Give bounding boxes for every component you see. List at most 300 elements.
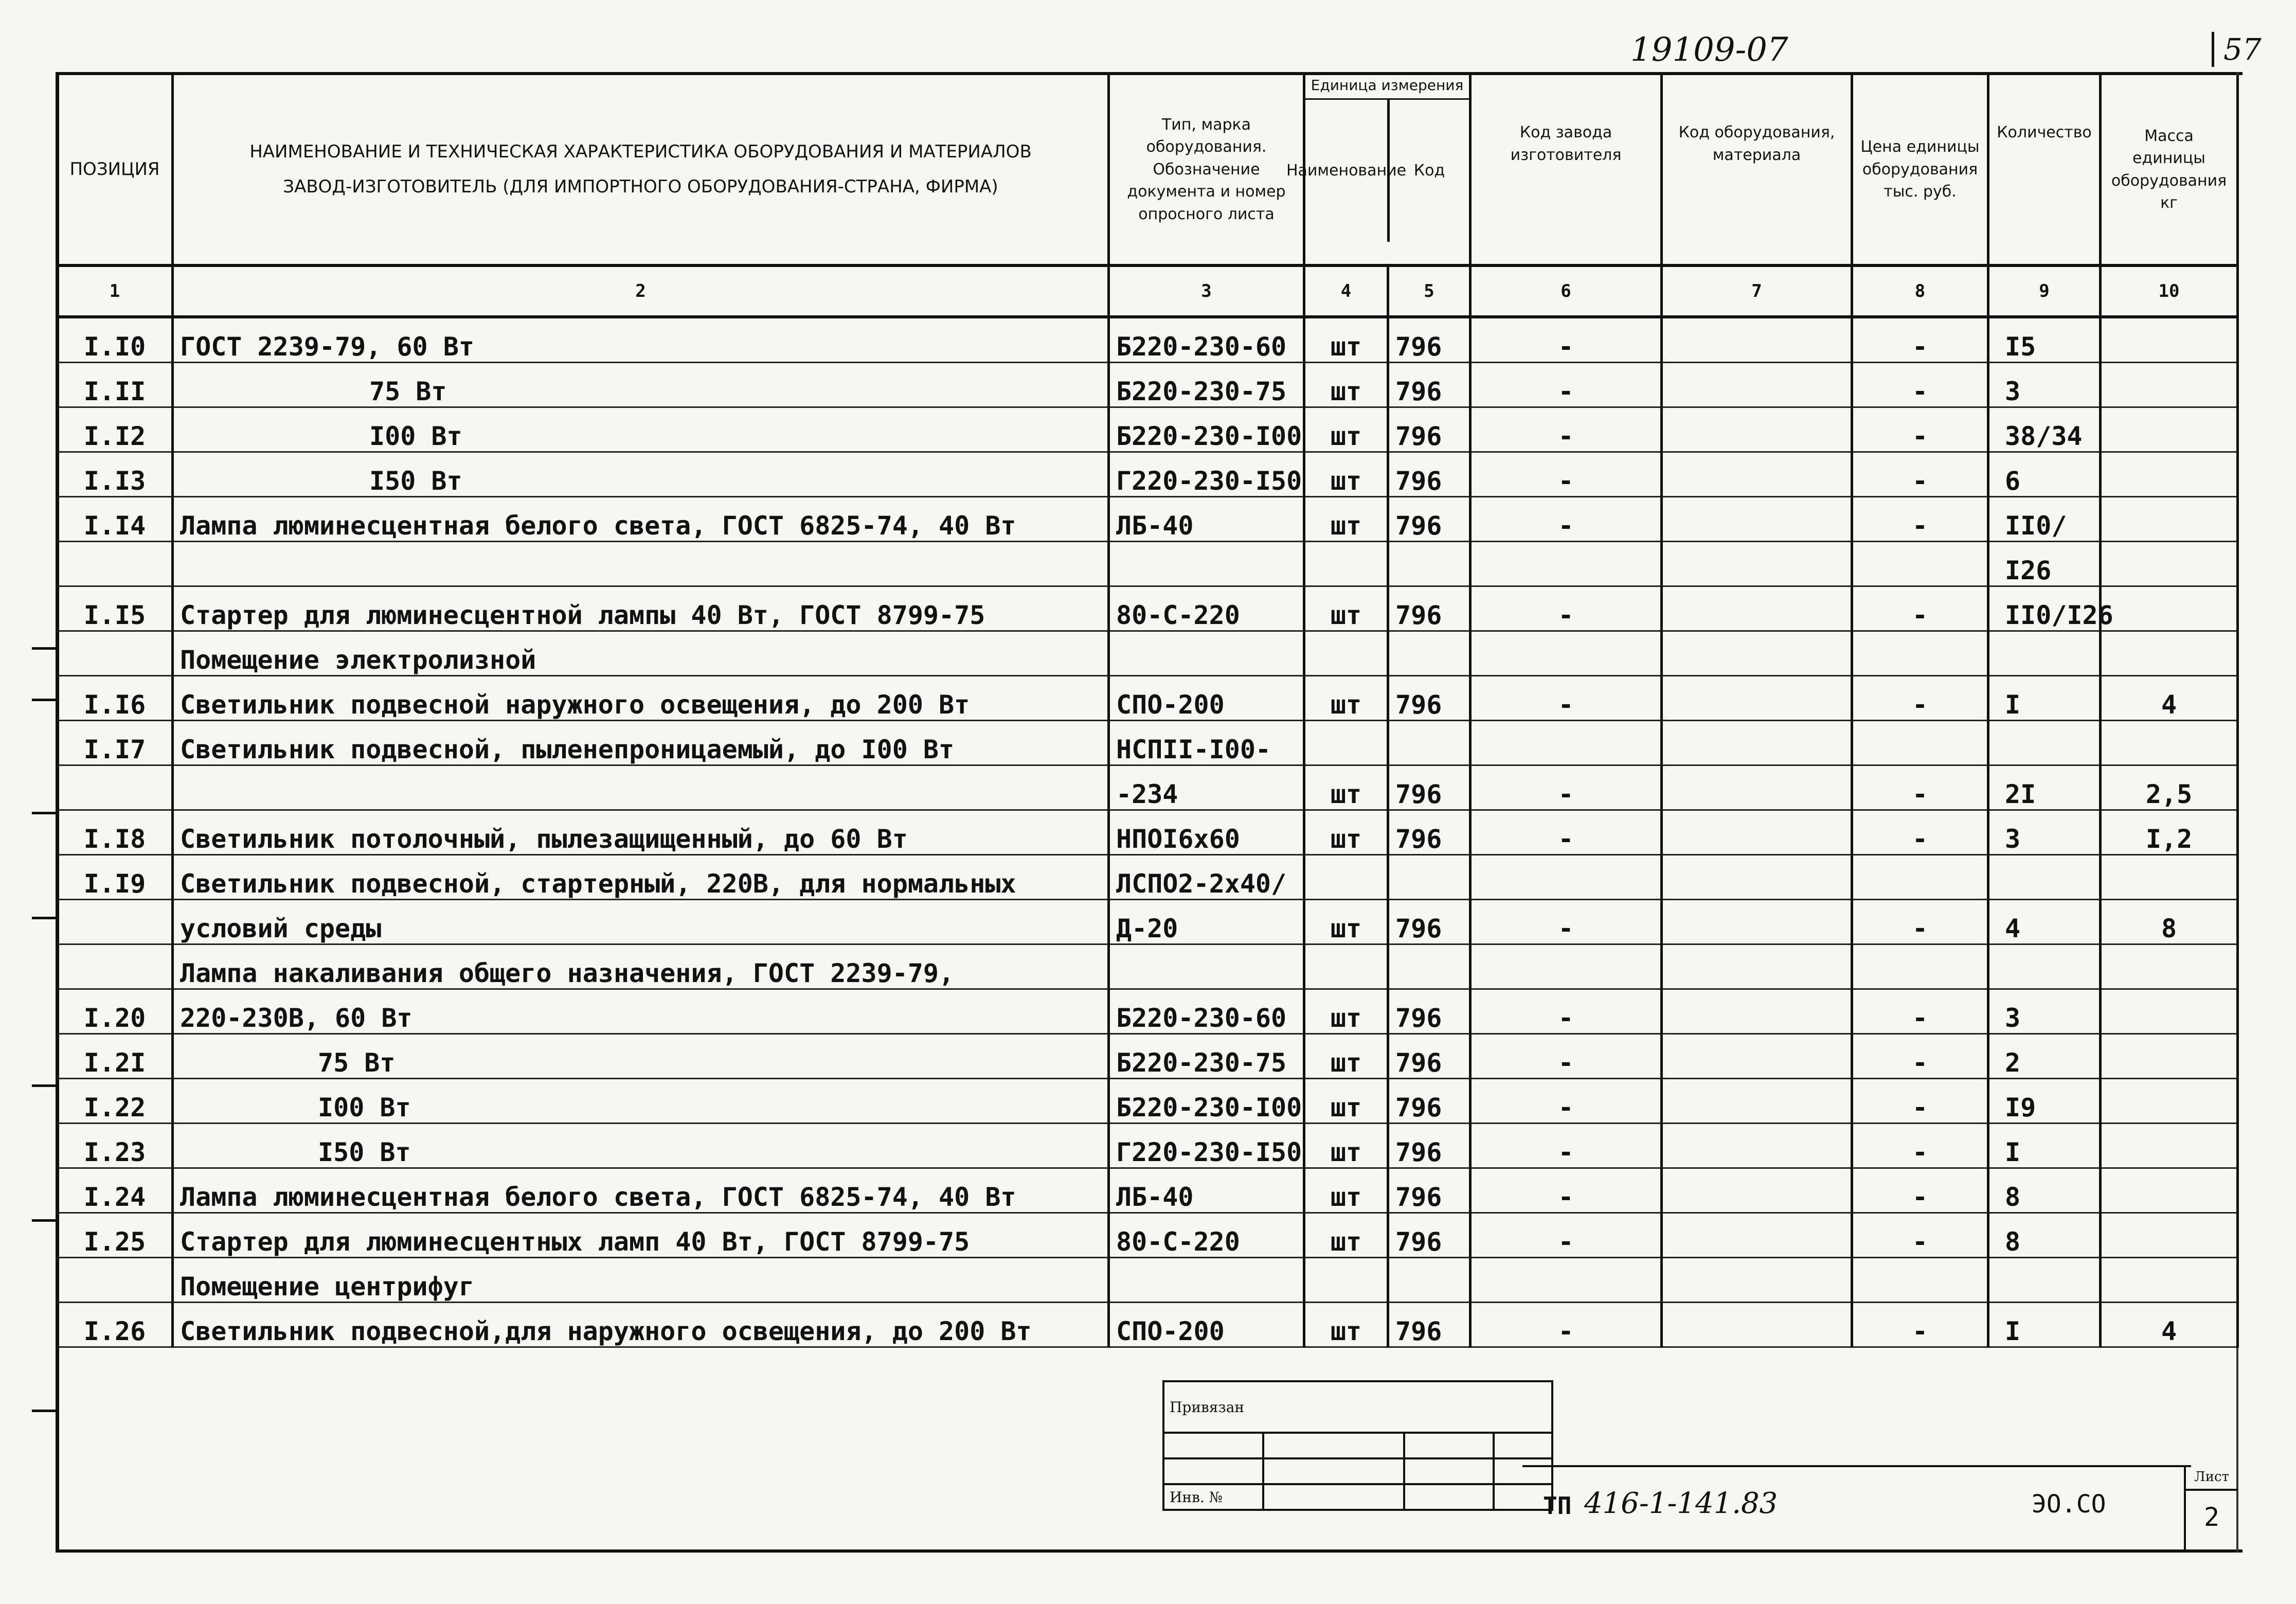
row-factory-code bbox=[1470, 721, 1662, 765]
row-unit-code bbox=[1388, 855, 1470, 900]
row-price: - bbox=[1852, 1213, 1988, 1258]
table-row bbox=[57, 1034, 2238, 1079]
margin-tick bbox=[32, 1410, 56, 1412]
margin-tick bbox=[32, 917, 56, 919]
row-name: Лампа люминесцентная белого света, ГОСТ 6825-74, 40 Вт bbox=[173, 497, 1109, 542]
row-unit-code: 796 bbox=[1388, 1034, 1470, 1079]
row-mass bbox=[2101, 631, 2238, 676]
table-row bbox=[57, 900, 2238, 944]
row-factory-code: - bbox=[1470, 765, 1662, 810]
row-position: I.I4 bbox=[57, 497, 173, 542]
row-price bbox=[1852, 944, 1988, 989]
table-row bbox=[57, 810, 2238, 855]
row-type: НСПII-I00- bbox=[1109, 721, 1304, 765]
row-unit-code: 796 bbox=[1388, 1213, 1470, 1258]
row-type: Г220-230-I50 bbox=[1109, 452, 1304, 497]
margin-tick bbox=[32, 1084, 56, 1087]
row-unit: шт bbox=[1304, 1034, 1388, 1079]
col-number: 1 bbox=[57, 265, 173, 317]
row-unit-code: 796 bbox=[1388, 900, 1470, 944]
row-name: Светильник подвесной, стартерный, 220В, для нормальных bbox=[173, 855, 1109, 900]
row-equipment-code bbox=[1662, 317, 1852, 363]
row-unit-code: 796 bbox=[1388, 407, 1470, 452]
row-factory-code: - bbox=[1470, 1303, 1662, 1347]
row-price: - bbox=[1852, 1303, 1988, 1347]
row-price bbox=[1852, 631, 1988, 676]
row-factory-code: - bbox=[1470, 407, 1662, 452]
row-unit: шт bbox=[1304, 1213, 1388, 1258]
row-unit: шт bbox=[1304, 676, 1388, 721]
table-row bbox=[57, 765, 2238, 810]
header-unit-group bbox=[1286, 75, 1470, 265]
row-position: I.20 bbox=[57, 989, 173, 1034]
row-unit-code: 796 bbox=[1388, 497, 1470, 542]
row-position: I.I3 bbox=[57, 452, 173, 497]
row-unit-code: 796 bbox=[1388, 586, 1470, 631]
row-unit bbox=[1304, 944, 1388, 989]
row-unit: шт bbox=[1304, 407, 1388, 452]
row-unit-code: 796 bbox=[1388, 363, 1470, 407]
row-unit-code: 796 bbox=[1388, 1124, 1470, 1168]
header-unit-mass: Масса единицы оборудования кг bbox=[2101, 75, 2238, 265]
row-quantity: II0/ bbox=[1988, 497, 2101, 542]
page-corner-number: 57 bbox=[2212, 32, 2262, 67]
row-position: I.23 bbox=[57, 1124, 173, 1168]
row-unit: шт bbox=[1304, 1124, 1388, 1168]
row-quantity: 2I bbox=[1988, 765, 2101, 810]
row-mass bbox=[2101, 407, 2238, 452]
row-price: - bbox=[1852, 363, 1988, 407]
row-mass: 2,5 bbox=[2101, 765, 2238, 810]
row-equipment-code bbox=[1662, 586, 1852, 631]
row-quantity: I26 bbox=[1988, 542, 2101, 586]
row-mass bbox=[2101, 1213, 2238, 1258]
row-price: - bbox=[1852, 407, 1988, 452]
row-factory-code: - bbox=[1470, 900, 1662, 944]
row-position: I.2I bbox=[57, 1034, 173, 1079]
row-factory-code: - bbox=[1470, 1168, 1662, 1213]
row-factory-code: - bbox=[1470, 497, 1662, 542]
row-position: I.I8 bbox=[57, 810, 173, 855]
row-unit: шт bbox=[1304, 1168, 1388, 1213]
row-name: Лампа накаливания общего назначения, ГОСТ 2239-79, bbox=[173, 944, 1109, 989]
row-quantity bbox=[1988, 631, 2101, 676]
row-mass: 4 bbox=[2101, 1303, 2238, 1347]
row-equipment-code bbox=[1662, 1124, 1852, 1168]
row-type: Г220-230-I50 bbox=[1109, 1124, 1304, 1168]
row-mass bbox=[2101, 542, 2238, 586]
row-unit-code: 796 bbox=[1388, 810, 1470, 855]
row-factory-code bbox=[1470, 944, 1662, 989]
row-unit-code: 796 bbox=[1388, 676, 1470, 721]
row-factory-code: - bbox=[1470, 810, 1662, 855]
row-unit: шт bbox=[1304, 452, 1388, 497]
col-number: 3 bbox=[1109, 265, 1304, 317]
row-type: Б220-230-60 bbox=[1109, 989, 1304, 1034]
col-number: 6 bbox=[1470, 265, 1662, 317]
row-unit-code: 796 bbox=[1388, 317, 1470, 363]
row-name bbox=[173, 765, 1109, 810]
row-equipment-code bbox=[1662, 1079, 1852, 1124]
row-type: Б220-230-75 bbox=[1109, 1034, 1304, 1079]
row-factory-code: - bbox=[1470, 676, 1662, 721]
table-row bbox=[57, 1303, 2238, 1347]
row-name: 75 Вт bbox=[173, 1034, 1109, 1079]
row-type bbox=[1109, 631, 1304, 676]
table-row bbox=[57, 1124, 2238, 1168]
table-row bbox=[57, 363, 2238, 407]
stamp-inv-label: Инв. № bbox=[1163, 1484, 1263, 1510]
row-unit-code: 796 bbox=[1388, 452, 1470, 497]
row-equipment-code bbox=[1662, 721, 1852, 765]
table-row bbox=[57, 317, 2238, 363]
row-type: ЛБ-40 bbox=[1109, 1168, 1304, 1213]
row-price bbox=[1852, 1258, 1988, 1303]
row-type: Б220-230-I00 bbox=[1109, 407, 1304, 452]
row-quantity: I9 bbox=[1988, 1079, 2101, 1124]
margin-tick bbox=[32, 1219, 56, 1222]
row-equipment-code bbox=[1662, 1034, 1852, 1079]
row-position: I.I0 bbox=[57, 317, 173, 363]
row-unit bbox=[1304, 721, 1388, 765]
row-factory-code: - bbox=[1470, 363, 1662, 407]
row-type: Б220-230-60 bbox=[1109, 317, 1304, 363]
row-name: I00 Вт bbox=[173, 1079, 1109, 1124]
row-quantity: 3 bbox=[1988, 810, 2101, 855]
row-equipment-code bbox=[1662, 363, 1852, 407]
row-type: ЛБ-40 bbox=[1109, 497, 1304, 542]
row-quantity: I5 bbox=[1988, 317, 2101, 363]
table-row bbox=[57, 1079, 2238, 1124]
row-type bbox=[1109, 944, 1304, 989]
row-mass bbox=[2101, 855, 2238, 900]
row-quantity: I bbox=[1988, 1303, 2101, 1347]
row-price: - bbox=[1852, 452, 1988, 497]
row-factory-code: - bbox=[1470, 989, 1662, 1034]
row-position bbox=[57, 765, 173, 810]
table-row bbox=[57, 855, 2238, 900]
row-unit-code bbox=[1388, 721, 1470, 765]
row-name: Светильник подвесной наружного освещения, до 200 Вт bbox=[173, 676, 1109, 721]
row-mass: 4 bbox=[2101, 676, 2238, 721]
row-unit: шт bbox=[1304, 900, 1388, 944]
header-factory-code: Код завода изготовителя bbox=[1470, 75, 1662, 265]
header-name-line2: ЗАВОД-ИЗГОТОВИТЕЛЬ (ДЛЯ ИМПОРТНОГО ОБОРУДОВАНИЯ-СТРАНА, ФИРМА) bbox=[283, 176, 998, 197]
row-position: I.I7 bbox=[57, 721, 173, 765]
row-factory-code: - bbox=[1470, 1079, 1662, 1124]
row-equipment-code bbox=[1662, 407, 1852, 452]
row-name: ГОСТ 2239-79, 60 Вт bbox=[173, 317, 1109, 363]
row-equipment-code bbox=[1662, 1213, 1852, 1258]
row-factory-code: - bbox=[1470, 1034, 1662, 1079]
row-unit: шт bbox=[1304, 497, 1388, 542]
sheet-number: 2 bbox=[2203, 1502, 2220, 1532]
row-price: - bbox=[1852, 497, 1988, 542]
row-type bbox=[1109, 542, 1304, 586]
row-name: 220-230В, 60 Вт bbox=[173, 989, 1109, 1034]
row-quantity bbox=[1988, 721, 2101, 765]
row-unit: шт bbox=[1304, 989, 1388, 1034]
row-price bbox=[1852, 542, 1988, 586]
row-factory-code: - bbox=[1470, 317, 1662, 363]
row-mass bbox=[2101, 317, 2238, 363]
row-name: Светильник подвесной,для наружного освещения, до 200 Вт bbox=[173, 1303, 1109, 1347]
row-unit bbox=[1304, 855, 1388, 900]
row-price: - bbox=[1852, 317, 1988, 363]
row-position: I.26 bbox=[57, 1303, 173, 1347]
row-position: I.I2 bbox=[57, 407, 173, 452]
row-quantity: 3 bbox=[1988, 363, 2101, 407]
margin-tick bbox=[32, 647, 56, 650]
table-row bbox=[57, 452, 2238, 497]
row-type: СПО-200 bbox=[1109, 1303, 1304, 1347]
row-quantity: 4 bbox=[1988, 900, 2101, 944]
row-mass bbox=[2101, 363, 2238, 407]
row-quantity bbox=[1988, 855, 2101, 900]
sheet-box bbox=[2184, 1465, 2237, 1553]
col-number: 5 bbox=[1388, 265, 1470, 317]
row-equipment-code bbox=[1662, 810, 1852, 855]
top-handwritten-note: 19109-07 bbox=[1630, 31, 1788, 69]
row-price: - bbox=[1852, 586, 1988, 631]
row-position bbox=[57, 542, 173, 586]
row-price: - bbox=[1852, 765, 1988, 810]
equipment-spec-table bbox=[56, 75, 2239, 1348]
row-name: Стартер для люминесцентной лампы 40 Вт, ГОСТ 8799-75 bbox=[173, 586, 1109, 631]
table-row bbox=[57, 1213, 2238, 1258]
row-equipment-code bbox=[1662, 900, 1852, 944]
row-price: - bbox=[1852, 1079, 1988, 1124]
row-unit bbox=[1304, 1258, 1388, 1303]
column-number-row bbox=[57, 265, 2238, 317]
row-name: условий среды bbox=[173, 900, 1109, 944]
row-quantity: 2 bbox=[1988, 1034, 2101, 1079]
row-position: I.24 bbox=[57, 1168, 173, 1213]
table-row bbox=[57, 542, 2238, 586]
row-position bbox=[57, 1258, 173, 1303]
col-number: 9 bbox=[1988, 265, 2101, 317]
row-equipment-code bbox=[1662, 452, 1852, 497]
row-factory-code: - bbox=[1470, 1213, 1662, 1258]
row-unit: шт bbox=[1304, 363, 1388, 407]
row-quantity: II0/I26 bbox=[1988, 586, 2101, 631]
table-row bbox=[57, 676, 2238, 721]
row-mass bbox=[2101, 497, 2238, 542]
row-type bbox=[1109, 1258, 1304, 1303]
row-mass bbox=[2101, 1079, 2238, 1124]
row-equipment-code bbox=[1662, 989, 1852, 1034]
row-unit-code: 796 bbox=[1388, 1079, 1470, 1124]
header-type: Тип, марка оборудования. Обозначение документа и номер опросного листа bbox=[1109, 75, 1304, 265]
table-row bbox=[57, 1258, 2238, 1303]
table-row bbox=[57, 989, 2238, 1034]
row-type: Д-20 bbox=[1109, 900, 1304, 944]
row-factory-code: - bbox=[1470, 452, 1662, 497]
row-name: Светильник потолочный, пылезащищенный, до 60 Вт bbox=[173, 810, 1109, 855]
row-mass bbox=[2101, 1124, 2238, 1168]
stamp-tied-label: Привязан bbox=[1163, 1381, 1552, 1433]
row-position: I.I9 bbox=[57, 855, 173, 900]
row-position: I.22 bbox=[57, 1079, 173, 1124]
row-position: I.I5 bbox=[57, 586, 173, 631]
row-equipment-code bbox=[1662, 676, 1852, 721]
approval-stamp bbox=[1162, 1380, 1553, 1511]
header-name bbox=[173, 75, 1109, 265]
col-number: 2 bbox=[173, 265, 1109, 317]
row-price bbox=[1852, 721, 1988, 765]
row-mass bbox=[2101, 989, 2238, 1034]
col-number: 10 bbox=[2101, 265, 2238, 317]
header-name-line1: НАИМЕНОВАНИЕ И ТЕХНИЧЕСКАЯ ХАРАКТЕРИСТИКА ОБОРУДОВАНИЯ И МАТЕРИАЛОВ bbox=[249, 141, 1032, 163]
row-price: - bbox=[1852, 1034, 1988, 1079]
row-position: I.25 bbox=[57, 1213, 173, 1258]
row-quantity bbox=[1988, 1258, 2101, 1303]
row-unit-code bbox=[1388, 631, 1470, 676]
row-factory-code: - bbox=[1470, 1124, 1662, 1168]
row-factory-code: - bbox=[1470, 586, 1662, 631]
row-price: - bbox=[1852, 1124, 1988, 1168]
table-header-row bbox=[57, 75, 2238, 265]
row-unit-code bbox=[1388, 542, 1470, 586]
row-mass bbox=[2101, 452, 2238, 497]
row-price: - bbox=[1852, 900, 1988, 944]
row-factory-code bbox=[1470, 542, 1662, 586]
row-unit: шт bbox=[1304, 1303, 1388, 1347]
row-equipment-code bbox=[1662, 631, 1852, 676]
table-row bbox=[57, 586, 2238, 631]
row-quantity: 8 bbox=[1988, 1213, 2101, 1258]
row-name: I50 Вт bbox=[173, 452, 1109, 497]
row-equipment-code bbox=[1662, 765, 1852, 810]
row-name: Светильник подвесной, пыленепроницаемый, до I00 Вт bbox=[173, 721, 1109, 765]
table-body bbox=[57, 317, 2238, 1347]
row-name: 75 Вт bbox=[173, 363, 1109, 407]
row-unit-code bbox=[1388, 1258, 1470, 1303]
table-row bbox=[57, 1168, 2238, 1213]
header-unit-title: Единица измерения bbox=[1305, 75, 1469, 100]
row-position bbox=[57, 631, 173, 676]
row-position bbox=[57, 900, 173, 944]
row-equipment-code bbox=[1662, 1303, 1852, 1347]
table-row bbox=[57, 407, 2238, 452]
row-unit: шт bbox=[1304, 1079, 1388, 1124]
row-type: 80-С-220 bbox=[1109, 586, 1304, 631]
row-type: Б220-230-75 bbox=[1109, 363, 1304, 407]
row-unit bbox=[1304, 542, 1388, 586]
row-mass: 8 bbox=[2101, 900, 2238, 944]
row-unit: шт bbox=[1304, 586, 1388, 631]
section-code: ЭО.СО bbox=[2032, 1490, 2106, 1519]
row-unit-code: 796 bbox=[1388, 989, 1470, 1034]
row-type: ЛСПО2-2х40/ bbox=[1109, 855, 1304, 900]
row-equipment-code bbox=[1662, 1168, 1852, 1213]
row-mass bbox=[2101, 944, 2238, 989]
row-position bbox=[57, 944, 173, 989]
row-quantity: 38/34 bbox=[1988, 407, 2101, 452]
row-equipment-code bbox=[1662, 497, 1852, 542]
doc-code-handwritten: 416-1-141.83 bbox=[1584, 1487, 1778, 1520]
header-quantity: Количество bbox=[1988, 75, 2101, 265]
row-name: I00 Вт bbox=[173, 407, 1109, 452]
row-position: I.I6 bbox=[57, 676, 173, 721]
row-price: - bbox=[1852, 810, 1988, 855]
row-name: Помещение электролизной bbox=[173, 631, 1109, 676]
row-quantity: 3 bbox=[1988, 989, 2101, 1034]
row-name: Помещение центрифуг bbox=[173, 1258, 1109, 1303]
row-price: - bbox=[1852, 676, 1988, 721]
row-unit bbox=[1304, 631, 1388, 676]
row-unit: шт bbox=[1304, 810, 1388, 855]
row-factory-code bbox=[1470, 631, 1662, 676]
header-position: ПОЗИЦИЯ bbox=[57, 75, 173, 265]
row-unit-code: 796 bbox=[1388, 1303, 1470, 1347]
header-equipment-code: Код оборудования, материала bbox=[1662, 75, 1852, 265]
row-quantity: I bbox=[1988, 676, 2101, 721]
row-mass: I,2 bbox=[2101, 810, 2238, 855]
sheet-label: Лист bbox=[2186, 1465, 2237, 1491]
row-quantity bbox=[1988, 944, 2101, 989]
row-equipment-code bbox=[1662, 855, 1852, 900]
row-position: I.II bbox=[57, 363, 173, 407]
row-unit: шт bbox=[1304, 317, 1388, 363]
row-price bbox=[1852, 855, 1988, 900]
row-quantity: 8 bbox=[1988, 1168, 2101, 1213]
col-number: 8 bbox=[1852, 265, 1988, 317]
table-row bbox=[57, 497, 2238, 542]
margin-tick bbox=[32, 812, 56, 814]
row-unit: шт bbox=[1304, 765, 1388, 810]
row-unit-code bbox=[1388, 944, 1470, 989]
row-type: НПОI6х60 bbox=[1109, 810, 1304, 855]
row-quantity: 6 bbox=[1988, 452, 2101, 497]
row-mass bbox=[2101, 721, 2238, 765]
row-name bbox=[173, 542, 1109, 586]
doc-code-prefix: ТП bbox=[1543, 1492, 1572, 1520]
row-name: I50 Вт bbox=[173, 1124, 1109, 1168]
row-mass bbox=[2101, 586, 2238, 631]
row-factory-code bbox=[1470, 855, 1662, 900]
row-equipment-code bbox=[1662, 944, 1852, 989]
row-factory-code bbox=[1470, 1258, 1662, 1303]
col-number: 7 bbox=[1662, 265, 1852, 317]
row-unit-code: 796 bbox=[1388, 765, 1470, 810]
header-unit-price: Цена единицы оборудования тыс. руб. bbox=[1852, 75, 1988, 265]
row-quantity: I bbox=[1988, 1124, 2101, 1168]
margin-tick bbox=[32, 699, 56, 701]
row-mass bbox=[2101, 1034, 2238, 1079]
header-unit-name: Наименование bbox=[1305, 100, 1390, 242]
title-block-line bbox=[1522, 1465, 2191, 1467]
table-row bbox=[57, 631, 2238, 676]
row-type: 80-С-220 bbox=[1109, 1213, 1304, 1258]
row-price: - bbox=[1852, 989, 1988, 1034]
row-name: Лампа люминесцентная белого света, ГОСТ 6825-74, 40 Вт bbox=[173, 1168, 1109, 1213]
row-unit-code: 796 bbox=[1388, 1168, 1470, 1213]
table-row bbox=[57, 721, 2238, 765]
row-equipment-code bbox=[1662, 542, 1852, 586]
table-row bbox=[57, 944, 2238, 989]
row-type: -234 bbox=[1109, 765, 1304, 810]
col-number: 4 bbox=[1304, 265, 1388, 317]
row-type: СПО-200 bbox=[1109, 676, 1304, 721]
row-mass bbox=[2101, 1168, 2238, 1213]
row-name: Стартер для люминесцентных ламп 40 Вт, ГОСТ 8799-75 bbox=[173, 1213, 1109, 1258]
row-equipment-code bbox=[1662, 1258, 1852, 1303]
row-type: Б220-230-I00 bbox=[1109, 1079, 1304, 1124]
row-price: - bbox=[1852, 1168, 1988, 1213]
row-mass bbox=[2101, 1258, 2238, 1303]
header-unit-code: Код bbox=[1413, 161, 1445, 180]
